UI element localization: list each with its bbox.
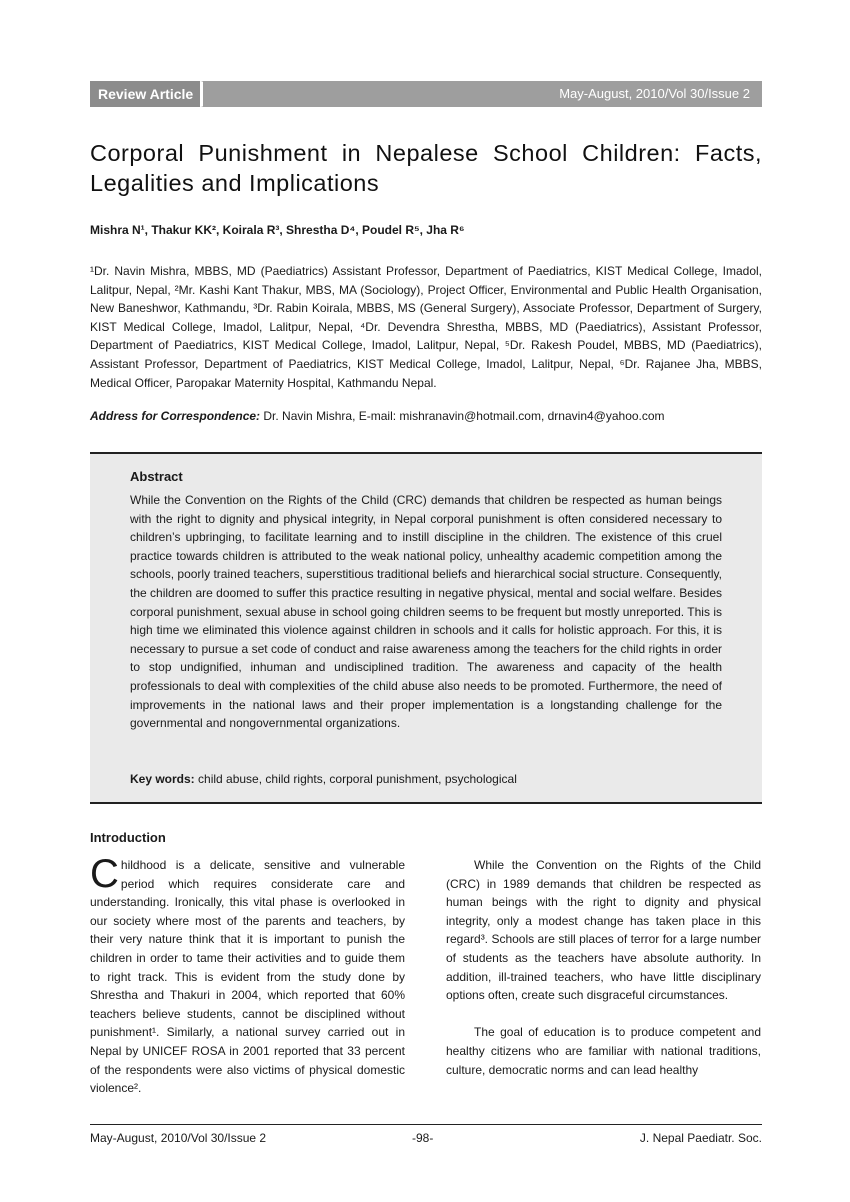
- correspondence-label: Address for Correspondence:: [90, 409, 261, 423]
- keywords: [130, 772, 517, 786]
- page-number: -98-: [412, 1131, 434, 1145]
- header-band: [90, 81, 762, 107]
- correspondence-text: Dr. Navin Mishra, E-mail: mishranavin@hotmail.com, drnavin4@yahoo.com: [260, 409, 665, 423]
- footer-issue: May-August, 2010/Vol 30/Issue 2: [90, 1131, 267, 1145]
- intro-paragraph-2: While the Convention on the Rights of the Child (CRC) in 1989 demands that children be respected as human beings with the right to dignity and physical integrity, only a modest change has taken place in this regard³. Schools are still places of terror for a large number of students as the teachers have absolute authority. In addition, ill-trained teachers, who have little disciplinary options often, create such disgraceful circumstances.: [446, 858, 761, 1003]
- journal-name: J. Nepal Paediatr. Soc.: [639, 1131, 762, 1145]
- tag-separator-inner: [203, 81, 206, 107]
- keywords-label: Key words:: [130, 772, 195, 786]
- introduction-heading: Introduction: [90, 830, 166, 845]
- drop-cap: C: [90, 852, 119, 896]
- author-list: Mishra N¹, Thakur KK², Koirala R³, Shrestha D⁴, Poudel R⁵, Jha R⁶: [90, 223, 465, 237]
- paragraph-gap: [446, 1005, 761, 1024]
- correspondence: [90, 409, 665, 423]
- intro-left-column: [90, 852, 405, 1098]
- abstract-heading: Abstract: [130, 469, 183, 484]
- affiliations: ¹Dr. Navin Mishra, MBBS, MD (Paediatrics) Assistant Professor, Department of Paediatrics, KIST Medical College, Imadol, Lalitpur, Nepal, ²Mr. Kashi Kant Thakur, MBS, MA (Sociology), Project Officer, Environmental and Public Health Organisation, New Baneshwor, Kathmandu, ³Dr. Rabin Koirala, MBBS, MS (General Surgery), Associate Professor, Department of Surgery, KIST Medical College, Imadol, Lalitpur, Nepal, ⁴Dr. Devendra Shrestha, MBBS, MD (Paediatrics), Assistant Professor, Department of Paediatrics, KIST Medical College, Imadol, Lalitpur, Nepal, ⁵Dr. Rakesh Poudel, MBBS, MD (Paediatrics), Assistant Professor, Department of Paediatrics, KIST Medical College, Imadol, Lalitpur, Nepal, ⁶Dr. Rajanee Jha, MBBS, Medical Officer, Paropakar Maternity Hospital, Kathmandu Nepal.: [90, 264, 762, 390]
- issue-label: May-August, 2010/Vol 30/Issue 2: [559, 86, 750, 101]
- article-type-tag: Review Article: [90, 81, 200, 107]
- abstract-text: While the Convention on the Rights of the Child (CRC) demands that children be respected as human beings with the right to dignity and physical integrity, in Nepal corporal punishment is often considered necessary to children’s upbringing, to facilitate learning and to instill discipline in the children. The existence of this cruel practice towards children is attributed to the weak national policy, unhealthy academic competition among the schools, poorly trained teachers, superstitious traditional beliefs and hierarchical social structure. Consequently, the children are doomed to suffer this practice resulting in negative physical, mental and social welfare. Besides corporal punishment, sexual abuse in school going children seems to be frequent but mostly unreported. This is high time we eliminated this violence against children in schools and it calls for holistic approach. For this, it is necessary to pursue a set code of conduct and raise awareness among the teachers for the child rights in order to stop undignified, inhuman and undisciplined tradition. The awareness and capacity of the health professionals to deal with complexities of the child abuse also needs to be promoted. Furthermore, the need of improvements in the national laws and their proper implementation is a longstanding challenge for the governmental and nongovernmental organizations.: [130, 493, 722, 731]
- abstract-box: [90, 452, 762, 804]
- intro-paragraph-1: [90, 852, 405, 1098]
- article-title: Corporal Punishment in Nepalese School Children: Facts, Legalities and Implications: [90, 140, 762, 196]
- intro-right-column: [446, 856, 761, 1079]
- footer-rule: [90, 1124, 762, 1125]
- intro-left-text: hildhood is a delicate, sensitive and vulnerable period which requires considerate care and understanding. Ironically, this vital phase is overlooked in our society where most of the parents and teachers, by their very nature think that it is important to punish the children in order to tame their activities and to guide them to right track. This is evident from the study done by Shrestha and Thakuri in 2004, which reported that 60% teachers believe students, cannot be disciplined without punishment¹. Similarly, a national survey carried out in Nepal by UNICEF ROSA in 2001 reported that 33 percent of the respondents were also victims of physical domestic violence².: [90, 858, 405, 1096]
- keywords-text: child abuse, child rights, corporal punishment, psychological: [194, 772, 517, 786]
- intro-paragraph-3: The goal of education is to produce competent and healthy citizens who are familiar with national traditions, culture, democratic norms and can lead healthy: [446, 1025, 761, 1077]
